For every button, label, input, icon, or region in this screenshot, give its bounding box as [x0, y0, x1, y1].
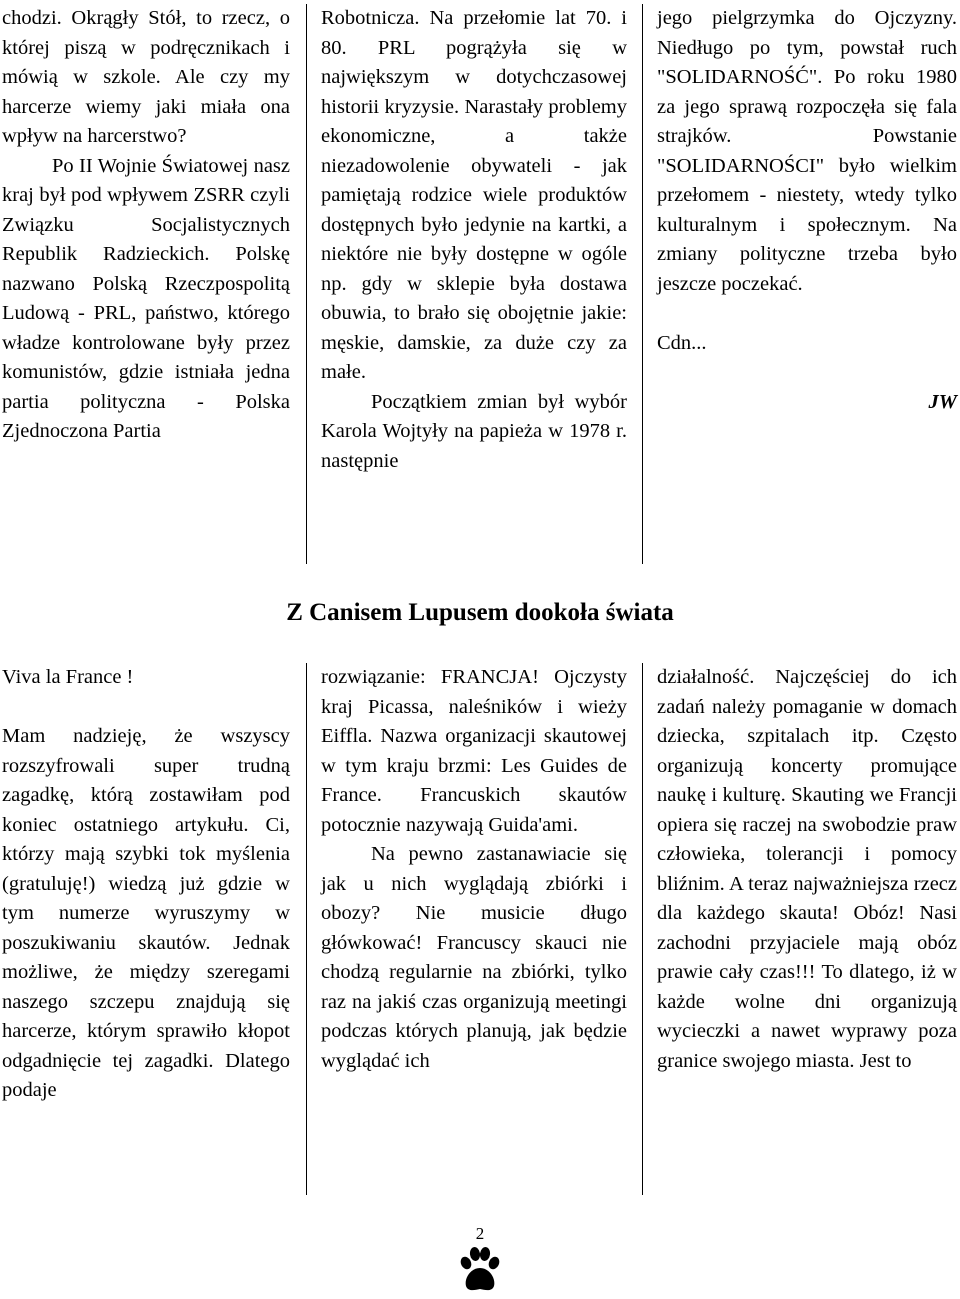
article1-column-3: [657, 4, 957, 417]
paragraph: Po II Wojnie Światowej nasz kraj był pod wpływem ZSRR czyli Związku Socjalistycznych Republik Radzieckich. Polskę nazwano Polską Rzeczpospolitą Ludową - PRL, państwo, którego władze kontrolowane były przez komunistów, gdzie istniała jedna partia polityczna - Polska Zjednoczona Partia: [2, 154, 290, 442]
article2-column-1: [2, 663, 290, 1106]
to-be-continued: Cdn...: [657, 331, 707, 354]
article2-column-2: [321, 663, 627, 1076]
column-divider: [642, 4, 643, 564]
paragraph: chodzi. Okrągły Stół, to rzecz, o której piszą w podręcznikach i mówią w szkole. Ale czy my harcerze wiemy jaki miała ona wpływ na harcerstwo?: [2, 7, 290, 147]
article1-column-2: [321, 4, 627, 476]
paragraph: Mam nadzieję, że wszyscy rozszyfrowali super trudną zagadkę, którą zostawiłam pod koniec ostatniego artykułu. Ci, którzy mają szybki tok myślenia (gratuluję!) wiedzą już gdzie w tym numerze wyruszymy w poszukiwaniu skautów. Jednak możliwe, że między szeregami naszego szczepu znajdują się harcerze, którym sprawiło kłopot odgadnięcie tej zagadki. Dlatego podaje: [2, 725, 290, 1101]
paragraph: Początkiem zmian był wybór Karola Wojtyły na papieża w 1978 r. następnie: [321, 390, 627, 472]
author-signature: JW: [928, 390, 957, 413]
column-divider: [306, 663, 307, 1195]
column-divider: [306, 4, 307, 564]
paw-print-icon: [458, 1246, 502, 1294]
paragraph: jego pielgrzymka do Ojczyzny. Niedługo po tym, powstał ruch "SOLIDARNOŚĆ". Po roku 1980 za jego sprawą rozpoczęła się fala strajków. Powstanie "SOLIDARNOŚCI" było wielkim przełomem - niestety, wtedy tylko kulturalnym i społecznym. Na zmiany polityczne trzeba było jeszcze poczekać.: [657, 7, 957, 295]
page-number: 2: [475, 1224, 485, 1243]
paragraph: rozwiązanie: FRANCJA! Ojczysty kraj Picassa, naleśników i wieży Eiffla. Nazwa organizacji skautowej w tym kraju brzmi: Les Guides de France. Francuskich skautów potocznie nazywają Guida'ami.: [321, 666, 627, 836]
article-lead: Viva la France !: [2, 666, 134, 688]
paragraph: Robotnicza. Na przełomie lat 70. i 80. PRL pogrążyła się w największym w dotychczasowej historii kryzysie. Narastały problemy ekonomiczne, a także niezadowolenie obywateli - jak pamiętają rodzice wiele produktów dostępnych było jedynie na kartki, a niektóre nie były dostępne w ogóle np. gdy w sklepie była dostawa obuwia, to brało się obojętnie jakie: męskie, damskie, za duże czy za małe.: [321, 7, 627, 383]
paragraph: Na pewno zastanawiacie się jak u nich wyglądają zbiórki i obozy? Nie musicie długo główkować! Francuscy skauci nie chodzą regularnie na zbiórki, tylko raz na jakiś czas organizują meetingi podczas których planują, jak będzie wyglądać ich: [321, 843, 627, 1072]
article2-column-3: [657, 663, 957, 1076]
article-title: Z Canisem Lupusem dookoła świata: [286, 599, 674, 626]
column-divider: [642, 663, 643, 1195]
paragraph: działalność. Najczęściej do ich zadań należy pomaganie w domach dziecka, szpitalach itp. Często organizują koncerty promujące naukę i kulturę. Skauting we Francji opiera się raczej na swobodzie praw człowieka, tolerancji i pomocy bliźnim. A teraz najważniejsza rzecz dla każdego skauta! Obóz! Nasi zachodni przyjaciele mają obóz prawie cały czas!!! To dlatego, iż w każde wolne dni organizują wycieczki a nawet wyprawy poza granice swojego miasta. Jest to: [657, 666, 957, 1072]
article1-column-1: [2, 4, 290, 447]
